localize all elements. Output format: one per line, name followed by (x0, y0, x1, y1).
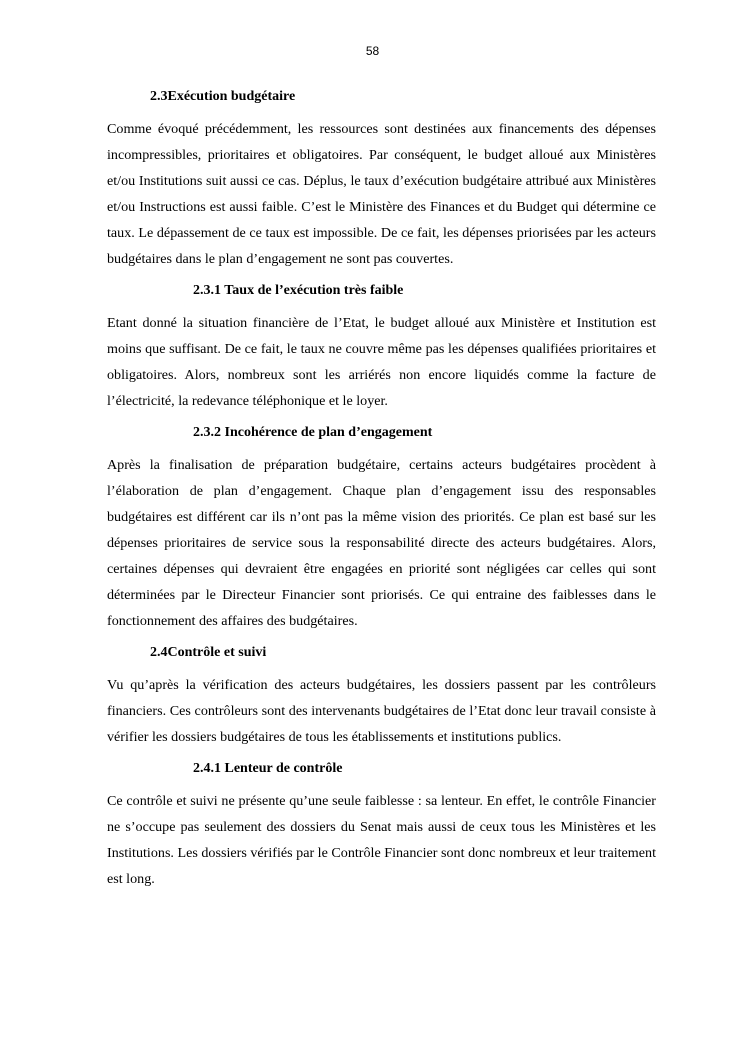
paragraph-2-3-2: Après la finalisation de préparation budgétaire, certains acteurs budgétaires procèdent à l’élaboration de plan d’engagement. Chaque plan d’engagement issu des responsables budgétaires est différent car ils n’ont pas la même vision des priorités. Ce plan est basé sur les dépenses prioritaires de service sous la responsabilité directe des acteurs budgétaires. Alors, certaines dépenses qui devraient être engagées en priorité sont négligées car celles qui sont déterminées par le Directeur Financier sont priorisés. Ce qui entraine des faiblesses dans le fonctionnement des affaires des budgétaires. (107, 457, 656, 629)
section-heading-2-3-2: 2.3.2 Incohérence de plan d’engagement (193, 425, 433, 440)
document-body (107, 84, 656, 898)
paragraph-2-4: Vu qu’après la vérification des acteurs budgétaires, les dossiers passent par les contrôleurs financiers. Ces contrôleurs sont des intervenants budgétaires de l’Etat donc leur travail consiste à vérifier les dossiers budgétaires de tous les établissements et institutions publics. (107, 677, 656, 745)
section-heading-2-3: 2.3Exécution budgétaire (150, 89, 296, 104)
page-number: 58 (365, 44, 380, 58)
paragraph-2-3-1: Etant donné la situation financière de l’Etat, le budget alloué aux Ministère et Institution est moins que suffisant. De ce fait, le taux ne couvre même pas les dépenses qualifiées prioritaires et obligatoires. Alors, nombreux sont les arriérés non encore liquidés comme la facture de l’électricité, la redevance téléphonique et le loyer. (107, 315, 656, 409)
section-heading-2-4-1: 2.4.1 Lenteur de contrôle (193, 761, 343, 776)
section-heading-2-4: 2.4Contrôle et suivi (150, 645, 267, 660)
section-heading-2-3-1: 2.3.1 Taux de l’exécution très faible (193, 283, 404, 298)
paragraph-2-4-1: Ce contrôle et suivi ne présente qu’une seule faiblesse : sa lenteur. En effet, le contrôle Financier ne s’occupe pas seulement des dossiers du Senat mais aussi de ceux tous les Ministères et les Institutions. Les dossiers vérifiés par le Contrôle Financier sont donc nombreux et leur traitement est long. (107, 793, 656, 887)
paragraph-2-3: Comme évoqué précédemment, les ressources sont destinées aux financements des dépenses incompressibles, prioritaires et obligatoires. Par conséquent, le budget alloué aux Ministères et/ou Institutions suit aussi ce cas. Déplus, le taux d’exécution budgétaire attribué aux Ministères et/ou Instructions est aussi faible. C’est le Ministère des Finances et du Budget qui détermine ce taux. Le dépassement de ce taux est impossible. De ce fait, les dépenses priorisées par les acteurs budgétaires dans le plan d’engagement ne sont pas couvertes. (107, 121, 656, 267)
